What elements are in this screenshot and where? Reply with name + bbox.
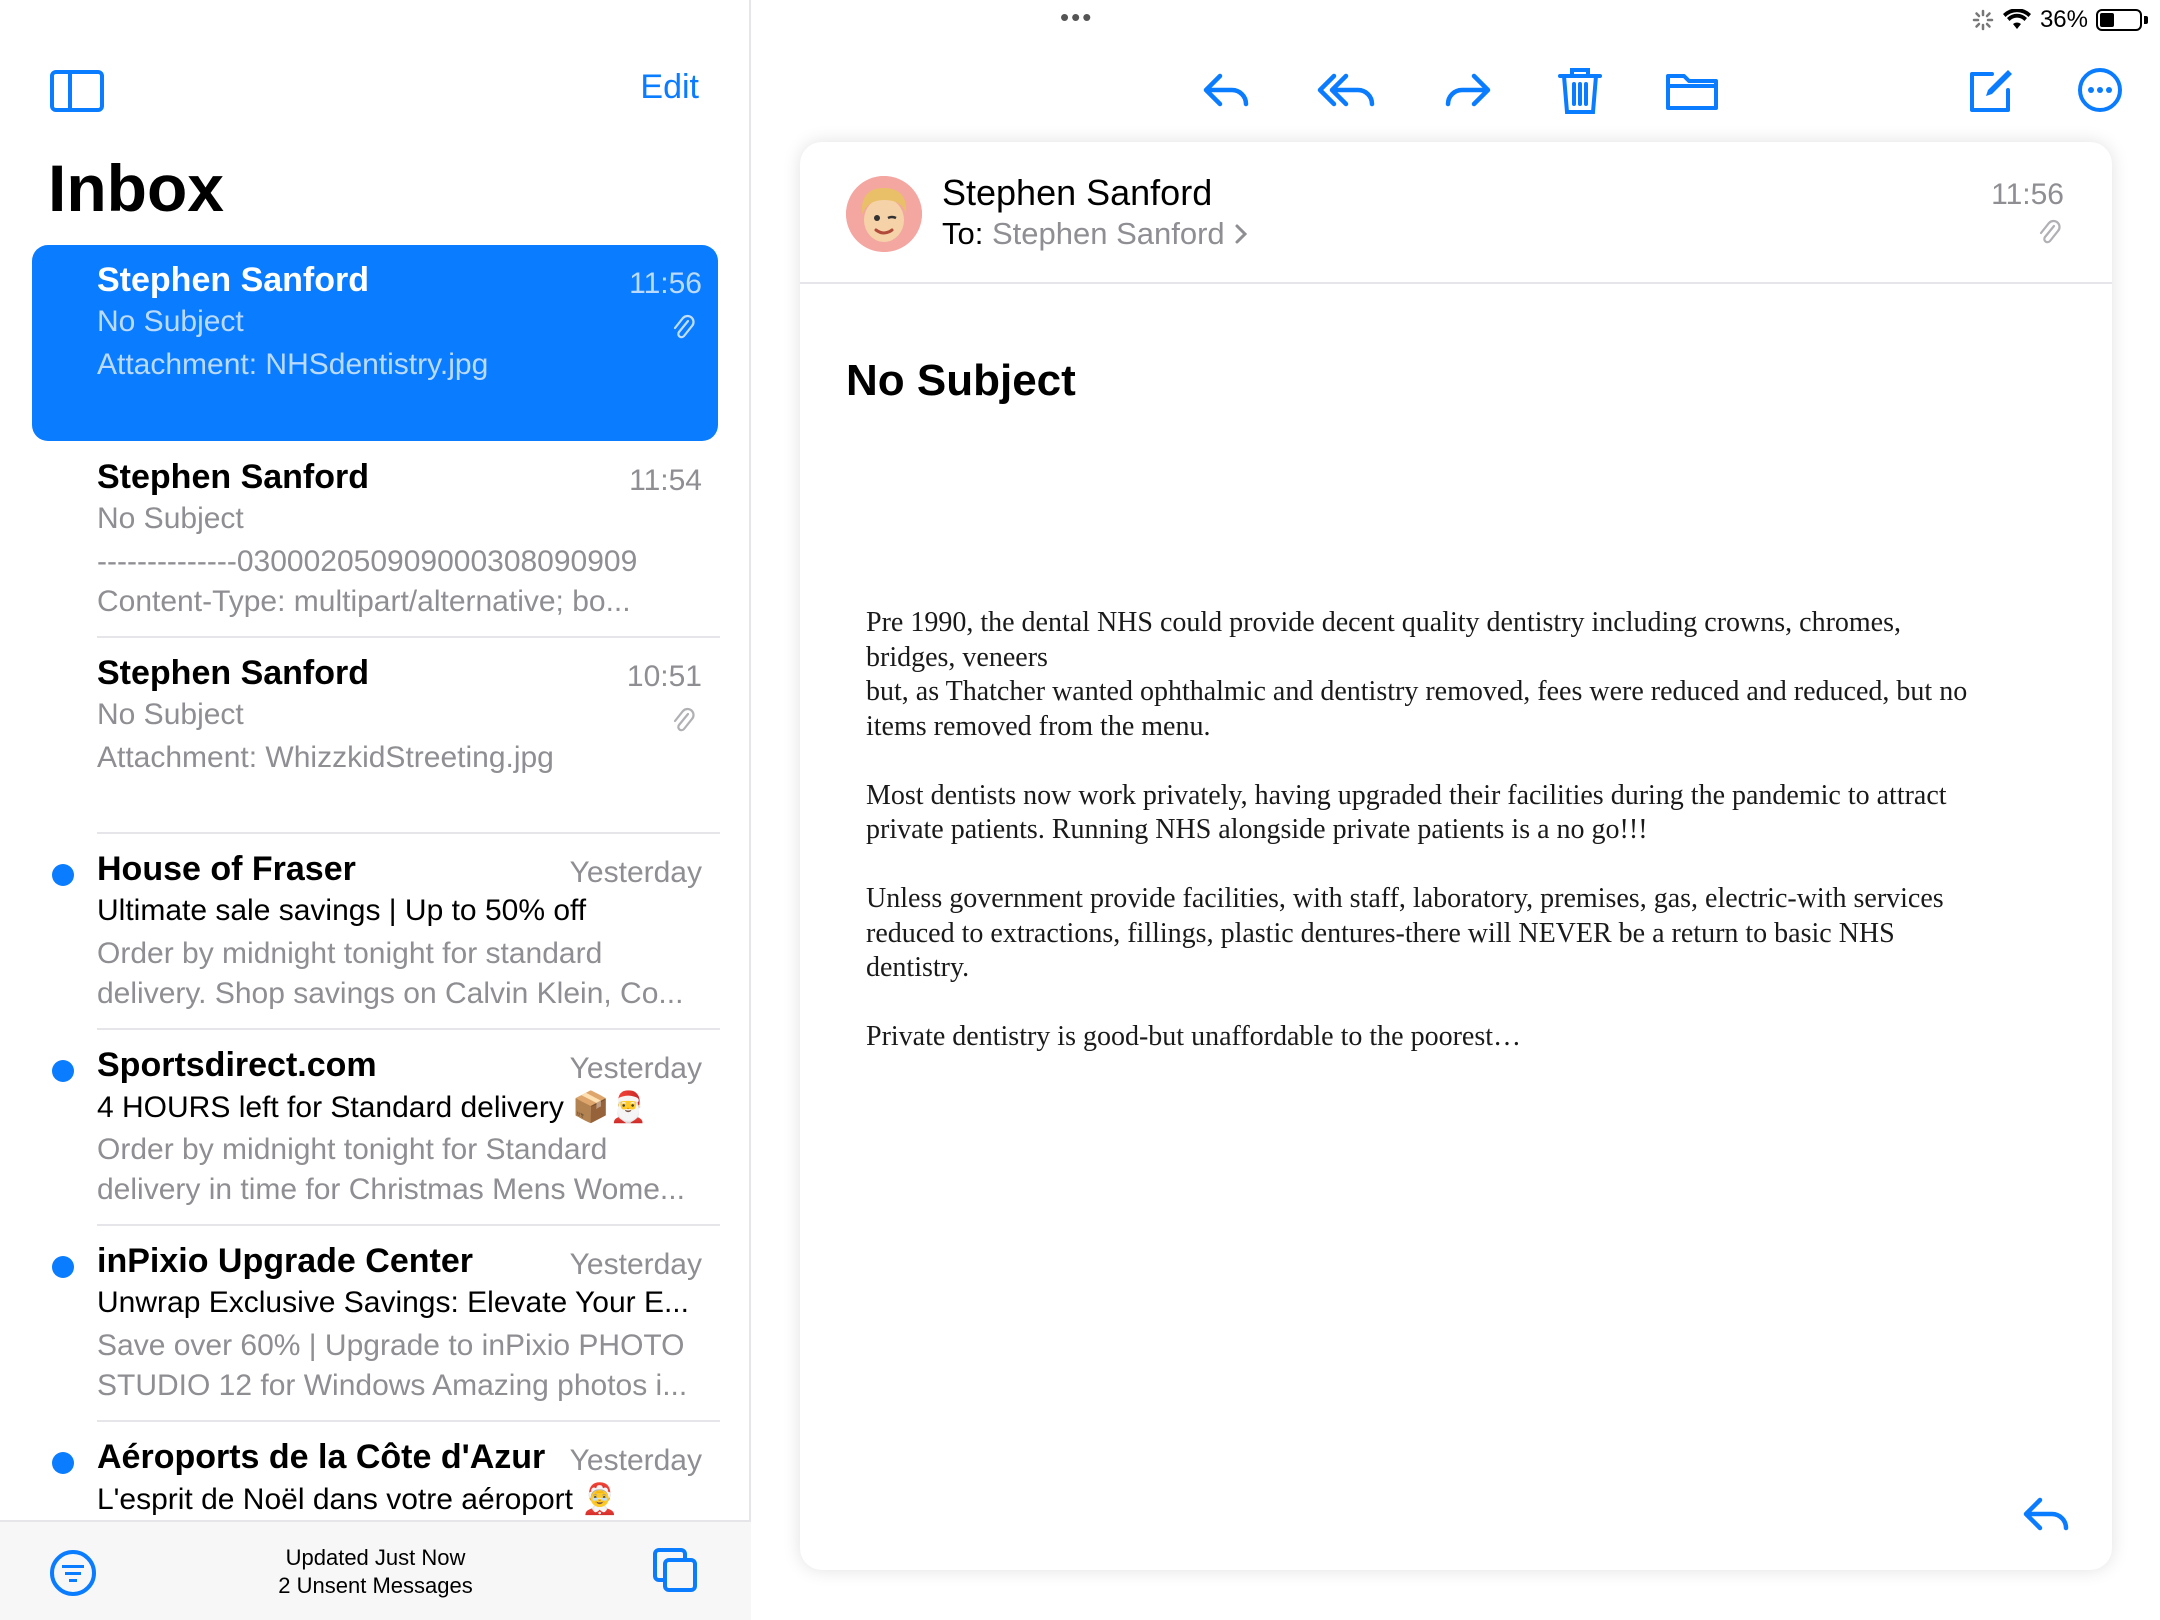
sidebar-icon[interactable] xyxy=(50,70,104,112)
body-paragraph: Pre 1990, the dental NHS could provide decent quality dentistry including crowns, chromes, bridges, veneers but, as Thatcher wanted ophthalmic and dentistry removed, fees were reduced and reduced, but no items removed from the menu. xyxy=(866,607,1968,742)
message-time: 10:51 xyxy=(626,660,702,693)
battery-percent: 36% xyxy=(2039,6,2088,33)
reply-icon[interactable] xyxy=(1198,62,1254,118)
wifi-icon xyxy=(2002,9,2032,31)
paperclip-icon xyxy=(2036,218,2062,255)
body-paragraph: Private dentistry is good-but unaffordable to the poorest… xyxy=(866,1021,1522,1052)
unread-dot xyxy=(52,864,74,886)
message-time: 11:56 xyxy=(629,267,702,300)
message-subject: No Subject xyxy=(97,305,244,338)
sync-status-updated: Updated Just Now xyxy=(285,1545,466,1570)
recipient-name[interactable]: Stephen Sanford xyxy=(991,216,1225,251)
bottom-toolbar xyxy=(0,1520,751,1620)
list-item[interactable] xyxy=(32,834,718,1030)
to-label: To: xyxy=(942,216,984,251)
message-sender: inPixio Upgrade Center xyxy=(97,1242,473,1280)
list-item[interactable] xyxy=(32,1030,718,1226)
message-time: Yesterday xyxy=(569,856,702,889)
message-time: Yesterday xyxy=(569,1444,702,1477)
sync-status-unsent[interactable]: 2 Unsent Messages xyxy=(278,1573,473,1598)
message-time: Yesterday xyxy=(569,1052,702,1085)
message-preview: Save over 60% | Upgrade to inPixio PHOTO STUDIO 12 for Windows Amazing photos i... xyxy=(97,1329,688,1402)
message-subject: Unwrap Exclusive Savings: Elevate Your E... xyxy=(97,1286,689,1319)
message-body xyxy=(866,606,2066,1089)
forward-icon[interactable] xyxy=(1440,62,1496,118)
page-title: Inbox xyxy=(48,151,224,225)
message-preview: Attachment: WhizzkidStreeting.jpg xyxy=(97,741,554,774)
message-sender: House of Fraser xyxy=(97,850,356,888)
body-paragraph: Most dentists now work privately, having upgraded their facilities during the pandemic to attract private patients. Running NHS alongside private patients is a no go!!! xyxy=(866,779,1947,845)
message-subject: L'esprit de Noël dans votre aéroport 🤶 xyxy=(97,1483,619,1516)
edit-button[interactable]: Edit xyxy=(640,68,699,106)
battery-nub xyxy=(2144,16,2148,24)
message-subject: Ultimate sale savings | Up to 50% off xyxy=(97,894,587,927)
sync-status xyxy=(0,1544,751,1600)
message-sender: Stephen Sanford xyxy=(97,458,370,496)
reply-all-icon[interactable] xyxy=(1314,62,1380,118)
message-preview: Attachment: NHSdentistry.jpg xyxy=(97,348,489,381)
message-list-pane xyxy=(0,0,751,1620)
trash-icon[interactable] xyxy=(1552,62,1608,118)
message-detail-card xyxy=(800,142,2112,1570)
message-time: Yesterday xyxy=(569,1248,702,1281)
message-subject: No Subject xyxy=(97,698,244,731)
list-item[interactable] xyxy=(32,1226,718,1422)
multitasking-dots-icon[interactable]: ••• xyxy=(1060,2,1094,32)
message-subject: No Subject xyxy=(97,502,244,535)
message-preview: Order by midnight tonight for standard delivery. Shop savings on Calvin Klein, Co... xyxy=(97,937,684,1010)
activity-icon xyxy=(1972,9,1994,31)
message-sender: Stephen Sanford xyxy=(97,261,370,299)
more-icon[interactable] xyxy=(2072,62,2128,118)
unread-dot xyxy=(52,1452,74,1474)
avatar[interactable] xyxy=(846,176,922,252)
battery-icon xyxy=(2096,9,2142,31)
message-preview: --------------030002050909000308090909 Content-Type: multipart/alternative; bo... xyxy=(97,545,638,618)
divider xyxy=(800,282,2112,284)
unread-dot xyxy=(52,1060,74,1082)
message-sender: Sportsdirect.com xyxy=(97,1046,377,1084)
body-paragraph: Unless government provide facilities, with staff, laboratory, premises, gas, electric-with services reduced to extractions, fillings, plastic dentures-there will NEVER be a return to basic NHS dentistry. xyxy=(866,883,1944,983)
detail-subject: No Subject xyxy=(846,356,1076,405)
message-subject: 4 HOURS left for Standard delivery 📦🎅 xyxy=(97,1091,647,1124)
unread-dot xyxy=(52,1256,74,1278)
stack-icon[interactable] xyxy=(653,1548,697,1592)
folder-icon[interactable] xyxy=(1662,62,1722,118)
detail-recipients[interactable] xyxy=(942,216,1249,252)
detail-time: 11:56 xyxy=(1991,178,2064,211)
message-time: 11:54 xyxy=(629,464,702,497)
list-item[interactable] xyxy=(32,442,718,638)
list-item[interactable] xyxy=(32,245,718,441)
message-sender: Stephen Sanford xyxy=(97,654,370,692)
status-right xyxy=(1972,6,2148,34)
message-sender: Aéroports de la Côte d'Azur xyxy=(97,1438,546,1476)
chevron-right-icon xyxy=(1233,222,1249,246)
reply-icon[interactable] xyxy=(2020,1492,2076,1540)
detail-sender[interactable]: Stephen Sanford xyxy=(942,172,1213,213)
list-item[interactable] xyxy=(32,1422,718,1518)
message-preview: Order by midnight tonight for Standard delivery in time for Christmas Mens Wome... xyxy=(97,1133,685,1206)
list-item[interactable] xyxy=(32,638,718,834)
compose-icon[interactable] xyxy=(1962,62,2018,118)
